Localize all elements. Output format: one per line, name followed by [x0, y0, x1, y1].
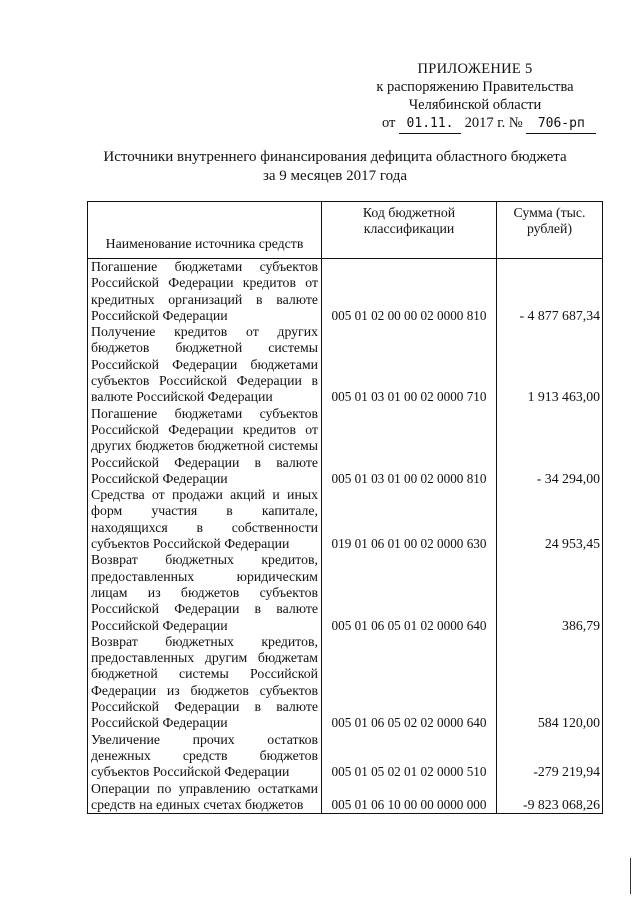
amount: 386,79 — [497, 552, 603, 633]
header-amount: Сумма (тыс. рублей) — [497, 202, 603, 259]
amount: 1 913 463,00 — [497, 324, 603, 405]
date-prefix: от — [382, 115, 396, 131]
appendix-date-line — [382, 114, 620, 134]
source-name: Средства от продажи акций и иных форм участия в капитале, находящихся в собственности субъектов Российской Федерации — [88, 487, 322, 552]
date-year: 2017 г. № — [464, 115, 523, 131]
amount: -279 219,94 — [497, 732, 603, 781]
table-header-row — [88, 202, 603, 259]
appendix-block — [330, 60, 620, 134]
header-name: Наименование источника средств — [88, 202, 322, 259]
budget-code: 005 01 02 00 00 02 0000 810 — [322, 259, 497, 325]
appendix-line-1: к распоряжению Правительства — [376, 79, 574, 95]
source-name: Погашение бюджетами субъектов Российской Федерации кредитов от кредитных организаций в валюте Российской Федерации — [88, 259, 322, 325]
scan-edge-mark — [630, 858, 631, 894]
document-number: 706-рп — [526, 115, 596, 134]
amount: 24 953,45 — [497, 487, 603, 552]
table-row — [88, 732, 603, 781]
amount: -9 823 068,26 — [497, 781, 603, 814]
budget-code: 005 01 06 05 01 02 0000 640 — [322, 552, 497, 633]
financing-sources-table — [87, 201, 603, 814]
table-row — [88, 634, 603, 732]
source-name: Получение кредитов от других бюджетов бюджетной системы Российской Федерации бюджетами субъектов Российской Федерации в валюте Российской Федерации — [88, 324, 322, 405]
table-row — [88, 324, 603, 405]
budget-code: 005 01 06 10 00 00 0000 000 — [322, 781, 497, 814]
document-heading — [80, 148, 590, 186]
date-value: 01.11. — [399, 115, 461, 134]
appendix-line-2: Челябинской области — [408, 97, 542, 113]
heading-line-1: Источники внутреннего финансирования дефицита областного бюджета — [103, 149, 567, 165]
budget-code: 005 01 03 01 00 02 0000 810 — [322, 406, 497, 487]
table-row — [88, 406, 603, 487]
table-row — [88, 259, 603, 325]
amount: - 34 294,00 — [497, 406, 603, 487]
appendix-title: ПРИЛОЖЕНИЕ 5 — [417, 61, 533, 77]
budget-code: 005 01 03 01 00 02 0000 710 — [322, 324, 497, 405]
budget-code: 005 01 06 05 02 02 0000 640 — [322, 634, 497, 732]
source-name: Погашение бюджетами субъектов Российской Федерации кредитов от других бюджетов бюджетной системы Российской Федерации в валюте Российской Федерации — [88, 406, 322, 487]
heading-line-2: за 9 месяцев 2017 года — [262, 168, 408, 184]
table-row — [88, 781, 603, 814]
table-row — [88, 552, 603, 633]
table-row — [88, 487, 603, 552]
source-name: Увеличение прочих остатков денежных средств бюджетов субъектов Российской Федерации — [88, 732, 322, 781]
budget-code: 005 01 05 02 01 02 0000 510 — [322, 732, 497, 781]
budget-code: 019 01 06 01 00 02 0000 630 — [322, 487, 497, 552]
amount: 584 120,00 — [497, 634, 603, 732]
source-name: Возврат бюджетных кредитов, предоставленных другим бюджетам бюджетной системы Российской Федерации из бюджетов субъектов Российской Федерации в валюте Российской Федерации — [88, 634, 322, 732]
source-name: Возврат бюджетных кредитов, предоставленных юридическим лицам из бюджетов субъектов Российской Федерации в валюте Российской Федерации — [88, 552, 322, 633]
source-name: Операции по управлению остатками средств на единых счетах бюджетов — [88, 781, 322, 814]
header-code: Код бюджетной классификации — [322, 202, 497, 259]
amount: - 4 877 687,34 — [497, 259, 603, 325]
